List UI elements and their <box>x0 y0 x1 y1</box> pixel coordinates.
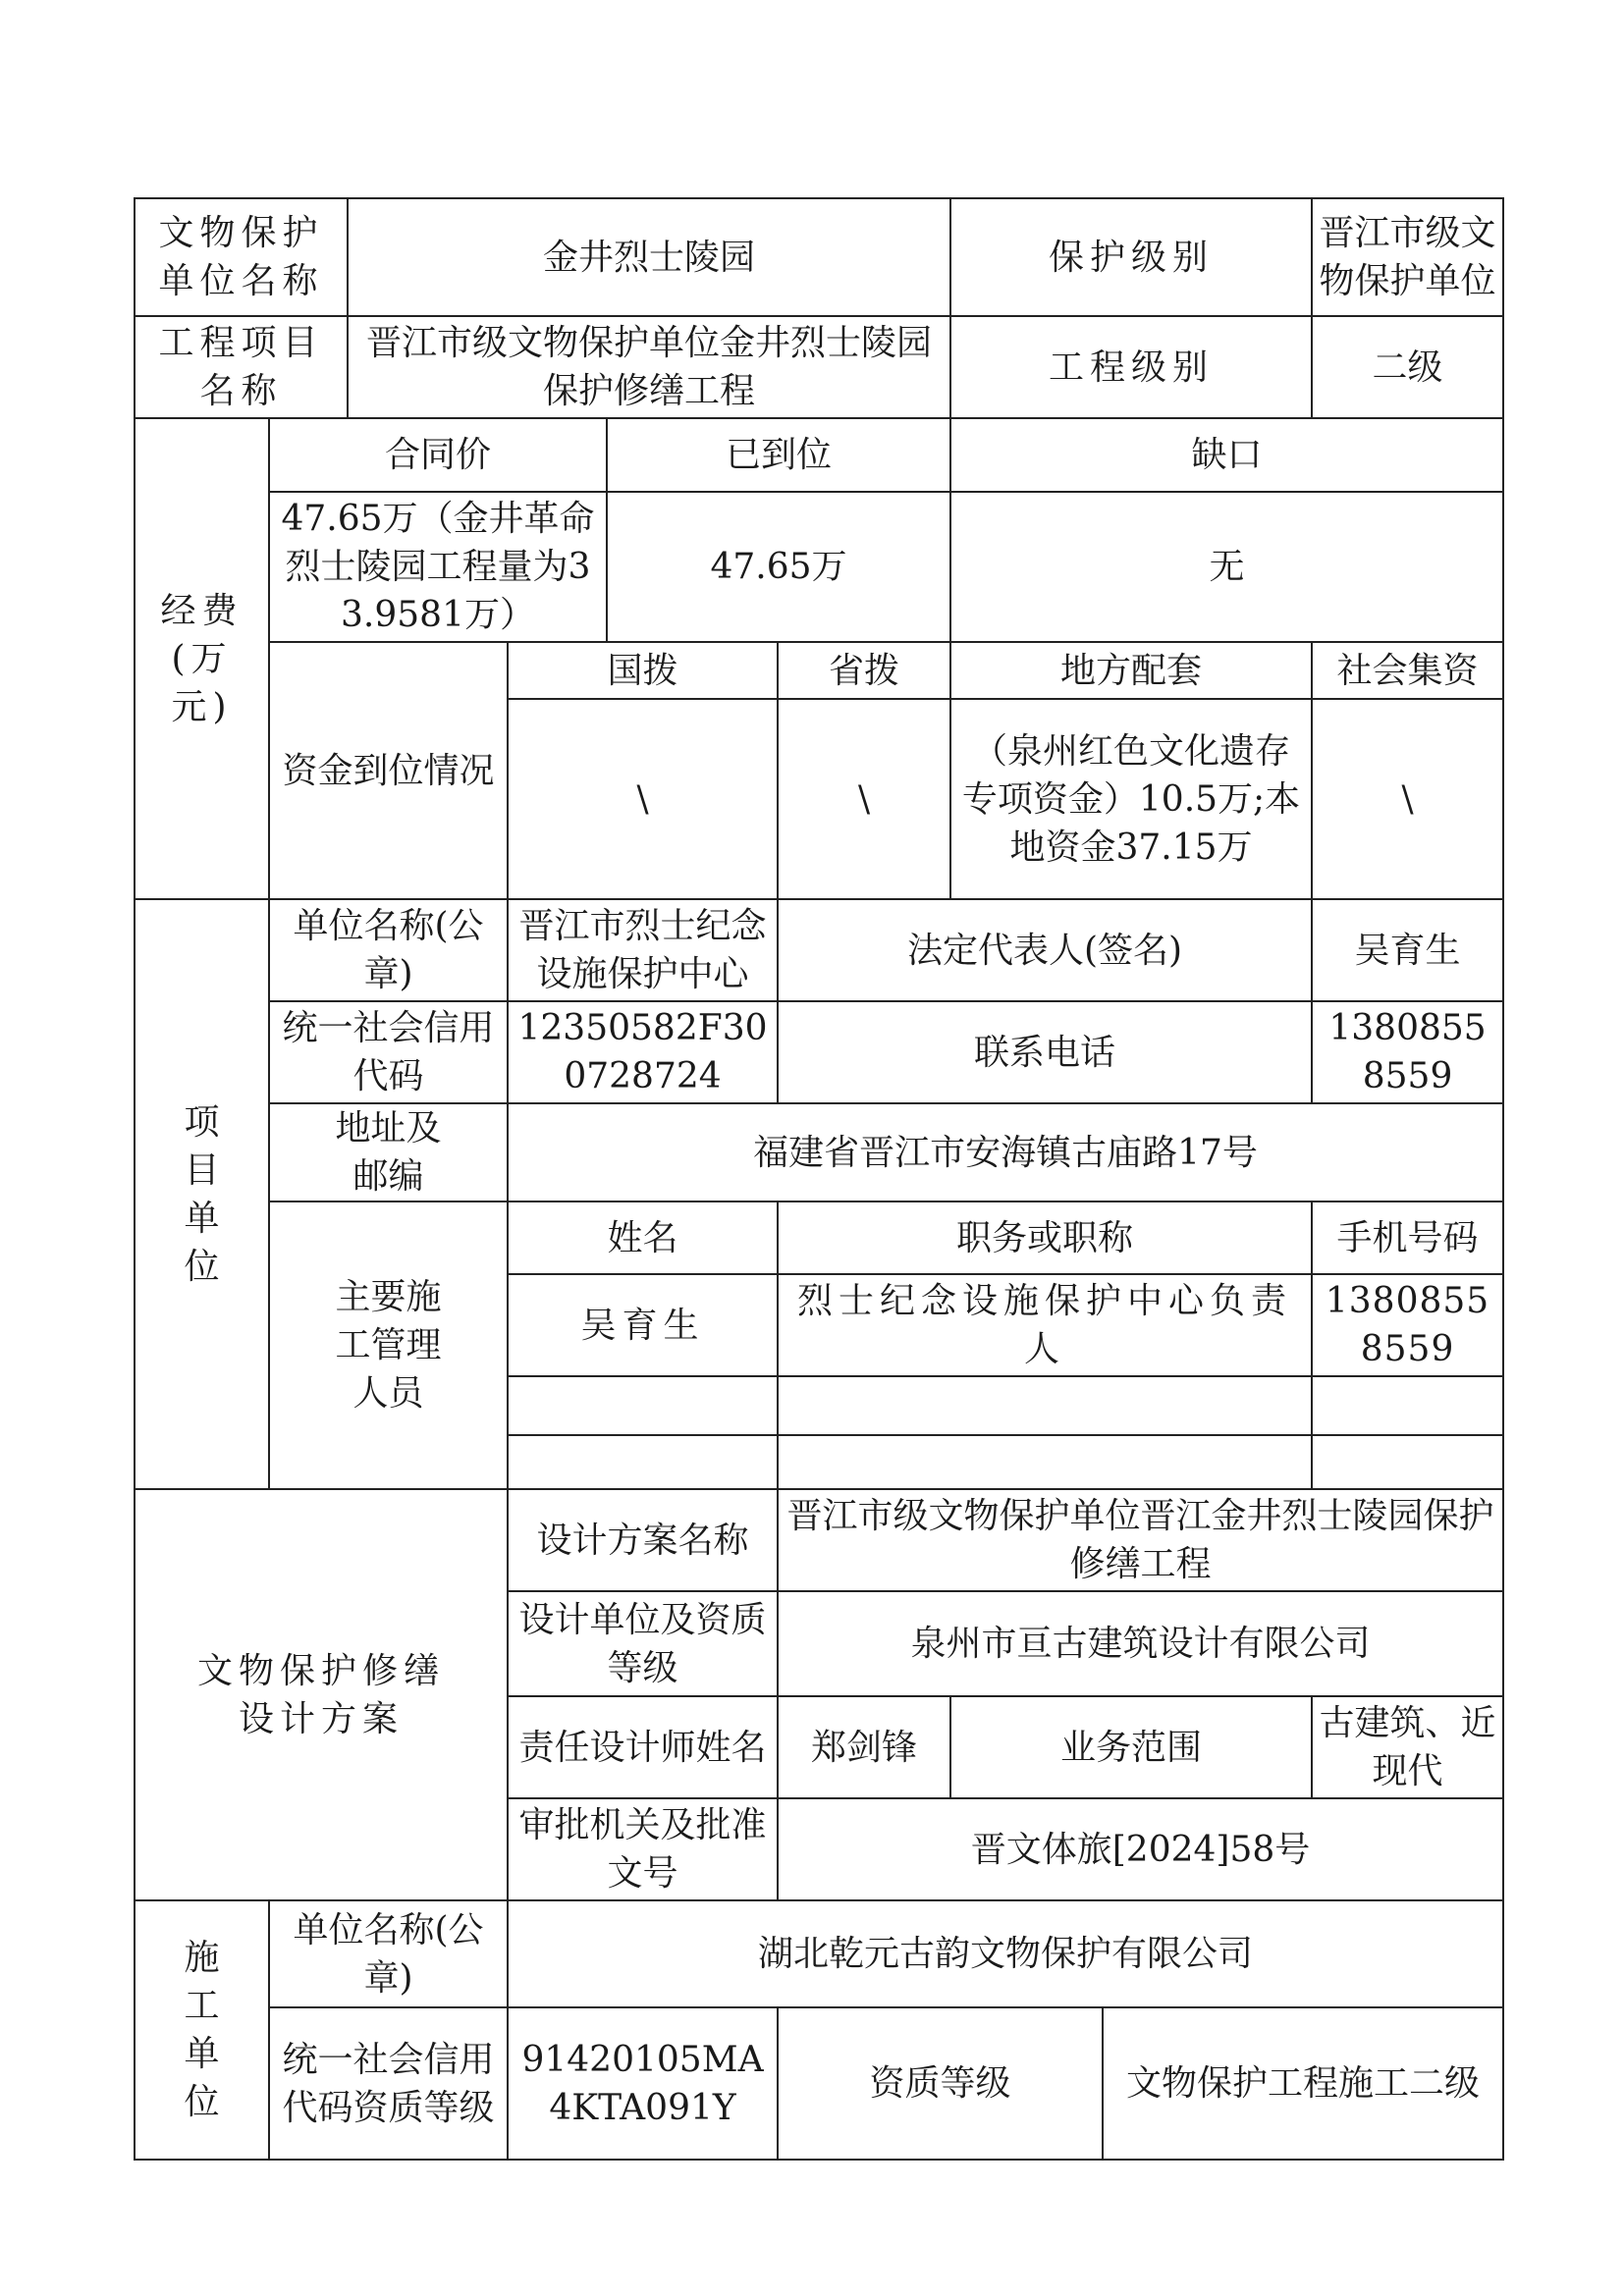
gap-header: 缺口 <box>950 418 1503 492</box>
legal-rep-value: 吴育生 <box>1312 899 1503 1001</box>
manager-name: 吴育生 <box>508 1274 778 1376</box>
row-sources-headers <box>135 642 1503 699</box>
protection-level-label: 保护级别 <box>950 198 1312 316</box>
funding-sources-label: 资金到位情况 <box>269 642 508 899</box>
managers-name-header: 姓名 <box>508 1201 778 1274</box>
approval-value: 晋文体旅[2024]58号 <box>778 1798 1503 1900</box>
received-value: 47.65万 <box>607 492 950 642</box>
manager-name-empty <box>508 1435 778 1489</box>
managers-label: 主要施工管理人员 <box>269 1201 508 1489</box>
design-unit-label: 设计单位及资质等级 <box>508 1591 778 1696</box>
legal-rep-label: 法定代表人(签名) <box>778 899 1312 1001</box>
row-heritage-unit <box>135 198 1503 316</box>
contract-price-header: 合同价 <box>269 418 607 492</box>
gap-value: 无 <box>950 492 1503 642</box>
row-funding-headers <box>135 418 1503 492</box>
row-project-unit-name <box>135 899 1503 1001</box>
row-project <box>135 316 1503 418</box>
manager-name-empty <box>508 1376 778 1435</box>
project-grade-value: 二级 <box>1312 316 1503 418</box>
manager-mobile-empty <box>1312 1435 1503 1489</box>
manager-title: 烈士纪念设施保护中心负责人 <box>778 1274 1312 1376</box>
received-header: 已到位 <box>607 418 950 492</box>
approval-label: 审批机关及批准文号 <box>508 1798 778 1900</box>
construction-credit-value: 91420105MA4KTA091Y <box>508 2007 778 2160</box>
manager-mobile-empty <box>1312 1376 1503 1435</box>
row-construction-credit <box>135 2007 1503 2160</box>
row-construction-name <box>135 1900 1503 2007</box>
provincial-header: 省拨 <box>778 642 950 699</box>
project-name-value: 晋江市级文物保护单位金井烈士陵园保护修缮工程 <box>348 316 950 418</box>
project-unit-credit-label: 统一社会信用代码 <box>269 1001 508 1103</box>
qualification-label: 资质等级 <box>778 2007 1103 2160</box>
construction-credit-label: 统一社会信用代码资质等级 <box>269 2007 508 2160</box>
designer-value: 郑剑锋 <box>778 1696 950 1798</box>
project-unit-label: 项目单位 <box>135 899 269 1489</box>
contact-phone-label: 联系电话 <box>778 1001 1312 1103</box>
managers-mobile-header: 手机号码 <box>1312 1201 1503 1274</box>
manager-title-empty <box>778 1376 1312 1435</box>
managers-title-header: 职务或职称 <box>778 1201 1312 1274</box>
design-unit-value: 泉州市亘古建筑设计有限公司 <box>778 1591 1503 1696</box>
heritage-unit-label: 文物保护单位名称 <box>135 198 348 316</box>
contact-phone-value: 13808558559 <box>1312 1001 1503 1103</box>
business-scope-label: 业务范围 <box>950 1696 1312 1798</box>
project-grade-label: 工程级别 <box>950 316 1312 418</box>
heritage-repair-form-table <box>134 197 1504 2161</box>
provincial-value: \ <box>778 699 950 899</box>
row-funding-values <box>135 492 1503 642</box>
project-unit-name-label: 单位名称(公章) <box>269 899 508 1001</box>
design-label: 文物保护修缮设计方案 <box>135 1489 508 1900</box>
social-value: \ <box>1312 699 1503 899</box>
row-project-unit-credit <box>135 1001 1503 1103</box>
construction-unit-label: 施工单位 <box>135 1900 269 2160</box>
design-plan-label: 设计方案名称 <box>508 1489 778 1591</box>
local-value: （泉州红色文化遗存专项资金）10.5万;本地资金37.15万 <box>950 699 1312 899</box>
manager-title-empty <box>778 1435 1312 1489</box>
project-unit-credit-value: 12350582F300728724 <box>508 1001 778 1103</box>
manager-mobile: 13808558559 <box>1312 1274 1503 1376</box>
social-header: 社会集资 <box>1312 642 1503 699</box>
qualification-value: 文物保护工程施工二级 <box>1103 2007 1503 2160</box>
national-value: \ <box>508 699 778 899</box>
design-plan-value: 晋江市级文物保护单位晋江金井烈士陵园保护修缮工程 <box>778 1489 1503 1591</box>
address-label: 地址及邮编 <box>269 1103 508 1201</box>
contract-price-value: 47.65万（金井革命烈士陵园工程量为33.9581万） <box>269 492 607 642</box>
designer-label: 责任设计师姓名 <box>508 1696 778 1798</box>
address-value: 福建省晋江市安海镇古庙路17号 <box>508 1103 1503 1201</box>
heritage-unit-value: 金井烈士陵园 <box>348 198 950 316</box>
protection-level-value: 晋江市级文物保护单位 <box>1312 198 1503 316</box>
row-project-unit-address <box>135 1103 1503 1201</box>
local-header: 地方配套 <box>950 642 1312 699</box>
funding-label: 经费(万元) <box>135 418 269 899</box>
construction-name-value: 湖北乾元古韵文物保护有限公司 <box>508 1900 1503 2007</box>
project-unit-name-value: 晋江市烈士纪念设施保护中心 <box>508 899 778 1001</box>
row-managers-headers <box>135 1201 1503 1274</box>
row-design-plan <box>135 1489 1503 1591</box>
business-scope-value: 古建筑、近现代 <box>1312 1696 1503 1798</box>
construction-name-label: 单位名称(公章) <box>269 1900 508 2007</box>
national-header: 国拨 <box>508 642 778 699</box>
project-name-label: 工程项目名称 <box>135 316 348 418</box>
